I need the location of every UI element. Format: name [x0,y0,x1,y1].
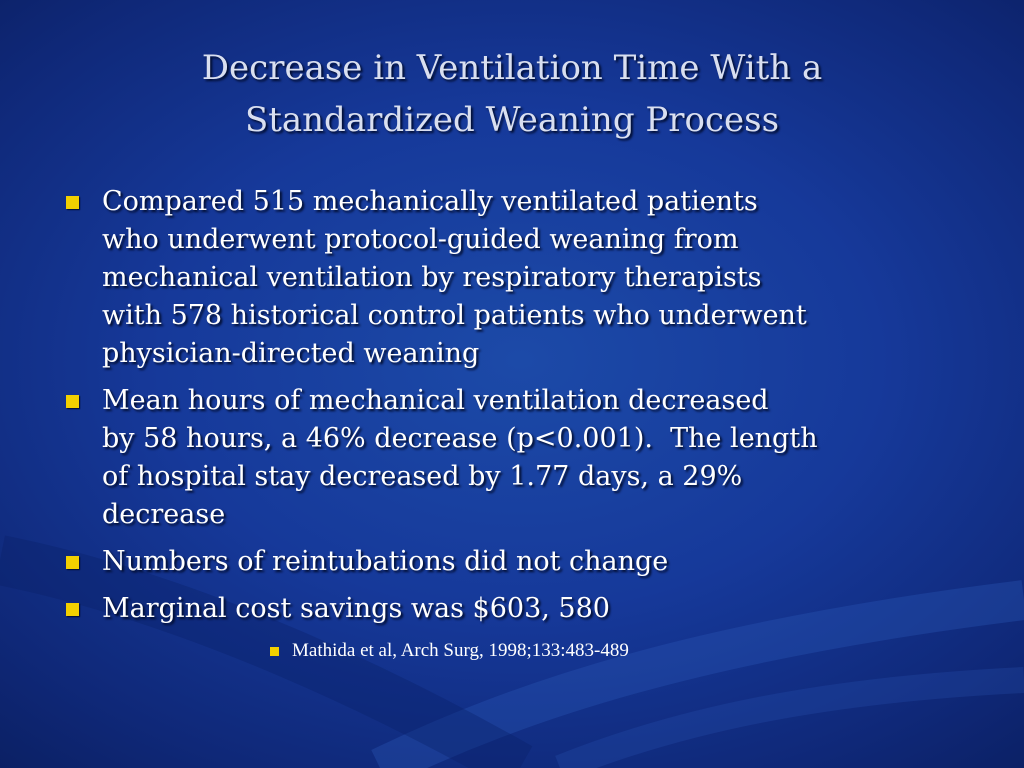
yellow-square-bullet-icon [66,196,79,209]
citation [268,639,629,663]
yellow-square-bullet-icon [270,647,279,656]
bullet-line: by 58 hours, a 46% decrease (p<0.001). The length [102,423,818,454]
bullet-item-ventilation-hours [62,382,972,534]
title-line: Standardized Weaning Process [244,100,780,140]
bullet-line: with 578 historical control patients who underwent [102,300,807,331]
title-line: Decrease in Ventilation Time With a [201,48,823,88]
bullet-line: of hospital stay decreased by 1.77 days, a 29% [102,461,743,492]
yellow-square-bullet-icon [66,556,79,569]
bullet-line: mechanical ventilation by respiratory therapists [102,262,762,293]
bullet-list [62,183,972,637]
yellow-square-bullet-icon [66,395,79,408]
citation-text: Mathida et al, Arch Surg, 1998;133:483-489 [292,640,629,661]
bullet-line: who underwent protocol-guided weaning from [102,224,739,255]
yellow-square-bullet-icon [66,603,79,616]
slide-title [60,42,964,146]
bullet-line: Mean hours of mechanical ventilation decreased [102,385,769,416]
bullet-line: decrease [102,499,226,530]
bullet-item-cost-savings [62,590,972,628]
bullet-item-comparison [62,183,972,373]
bullet-item-reintubations [62,543,972,581]
bullet-line: Numbers of reintubations did not change [102,546,669,577]
bullet-line: Marginal cost savings was $603, 580 [102,593,610,624]
bullet-line: physician-directed weaning [102,338,480,369]
bullet-line: Compared 515 mechanically ventilated patients [102,186,758,217]
